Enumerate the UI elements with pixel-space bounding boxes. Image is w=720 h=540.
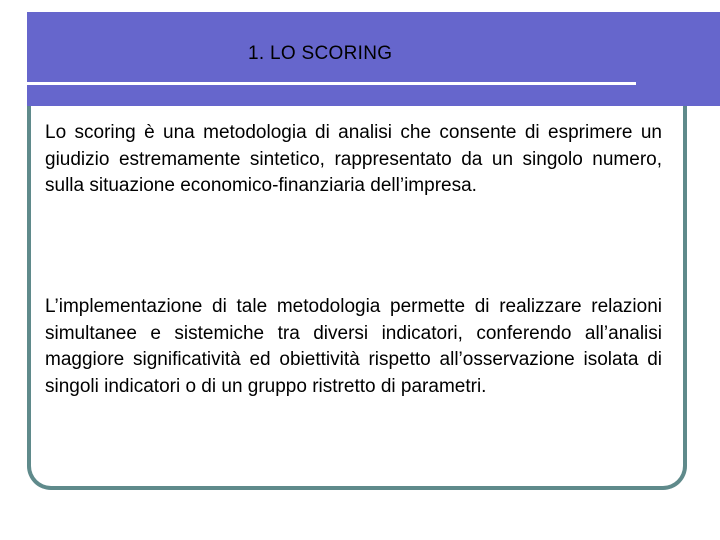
paragraph-implementation: L’implementazione di tale metodologia permette di realizzare relazioni simultanee e sistemiche tra diversi indicatori, conferendo all’analisi maggiore significatività ed obiettività rispetto all’osservazione isolata di singoli indicatori o di un gruppo ristretto di parametri.	[45, 296, 662, 397]
paragraph-definition: Lo scoring è una metodologia di analisi che consente di esprimere un giudizio estremamente sintetico, rappresentato da un singolo numero, sulla situazione economico-finanziaria dell’impresa.	[45, 122, 662, 196]
header-divider	[0, 82, 636, 85]
slide-title: 1. LO SCORING	[248, 43, 393, 64]
